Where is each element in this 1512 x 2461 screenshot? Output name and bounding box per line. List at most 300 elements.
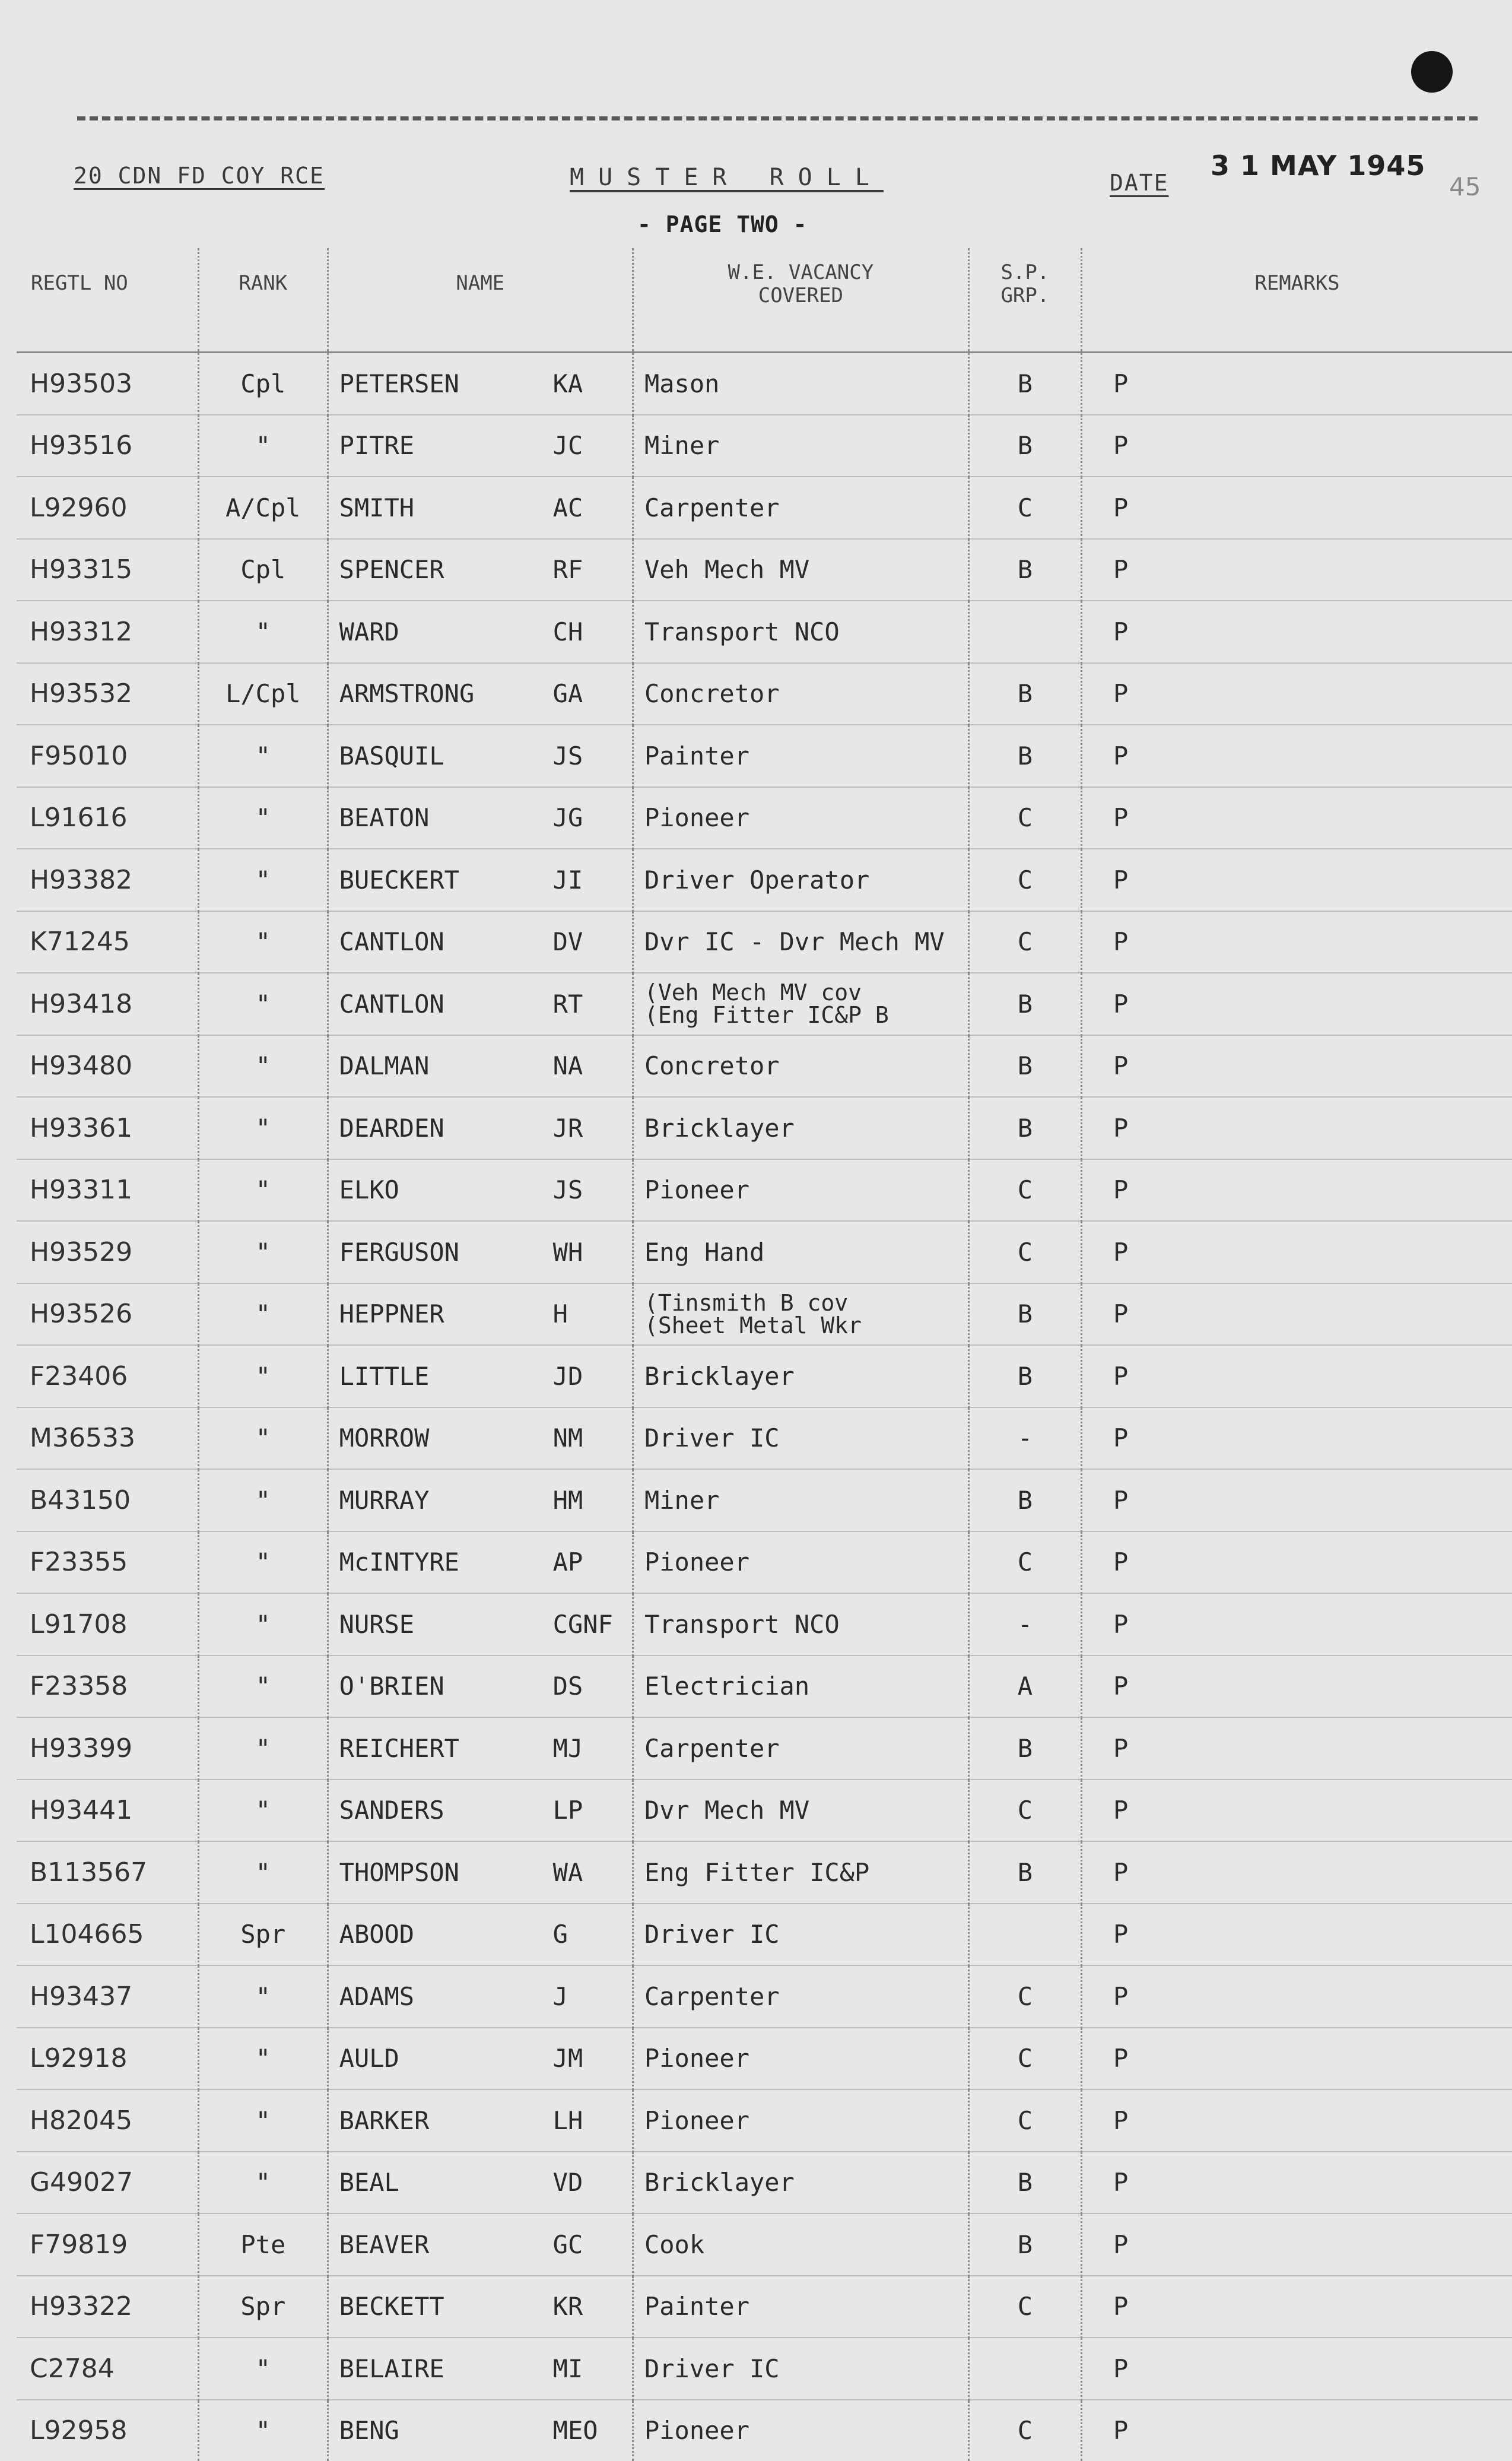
soldier-name xyxy=(328,911,633,973)
sp-group: C xyxy=(968,2089,1081,2152)
remarks: P xyxy=(1082,1904,1512,1966)
surname: NURSE xyxy=(329,1610,553,1639)
initials: DV xyxy=(553,927,583,956)
initials: KR xyxy=(553,2292,583,2321)
table-row xyxy=(17,2213,1512,2276)
remarks: P xyxy=(1082,1531,1512,1594)
initials: CGNF xyxy=(553,1610,613,1639)
initials: H xyxy=(553,1299,568,1328)
soldier-name xyxy=(328,1531,633,1594)
col-regtl-no: REGTL NO xyxy=(17,248,198,353)
initials: RT xyxy=(553,990,583,1019)
table-row xyxy=(17,1593,1512,1656)
sp-group: C xyxy=(968,477,1081,539)
remarks: P xyxy=(1082,477,1512,539)
table-row xyxy=(17,2276,1512,2338)
table-row xyxy=(17,1841,1512,1904)
rank: " xyxy=(198,849,328,911)
table-row xyxy=(17,1345,1512,1407)
sp-group: B xyxy=(968,1035,1081,1098)
regtl-number: L104665 xyxy=(17,1904,198,1966)
sp-group xyxy=(968,1904,1081,1966)
initials: AC xyxy=(553,493,583,522)
vacancy-line2: (Sheet Metal Wkr xyxy=(644,1314,968,1337)
vacancy-covered: Pioneer xyxy=(633,2089,968,2152)
remarks: P xyxy=(1082,539,1512,601)
sp-group: C xyxy=(968,1221,1081,1283)
remarks: P xyxy=(1082,1159,1512,1222)
regtl-number: F23355 xyxy=(17,1531,198,1594)
table-row xyxy=(17,2152,1512,2214)
table-row xyxy=(17,2400,1512,2461)
table-row xyxy=(17,911,1512,973)
rank: " xyxy=(198,1159,328,1222)
initials: LP xyxy=(553,1796,583,1825)
table-row xyxy=(17,2338,1512,2400)
initials: NM xyxy=(553,1423,583,1453)
vacancy-covered: Pioneer xyxy=(633,1531,968,1594)
soldier-name xyxy=(328,1035,633,1098)
surname: SMITH xyxy=(329,493,553,522)
remarks: P xyxy=(1082,2276,1512,2338)
soldier-name xyxy=(328,725,633,787)
rank: L/Cpl xyxy=(198,663,328,725)
sp-group: B xyxy=(968,415,1081,477)
initials: JS xyxy=(553,1175,583,1204)
initials: JD xyxy=(553,1362,583,1391)
remarks: P xyxy=(1082,1407,1512,1470)
rank: " xyxy=(198,1780,328,1842)
soldier-name xyxy=(328,787,633,849)
punch-hole xyxy=(1411,51,1453,93)
remarks: P xyxy=(1082,663,1512,725)
remarks: P xyxy=(1082,2338,1512,2400)
sp-group: C xyxy=(968,1159,1081,1222)
surname: BEAVER xyxy=(329,2230,553,2259)
soldier-name xyxy=(328,849,633,911)
vacancy-covered: Driver Operator xyxy=(633,849,968,911)
vacancy-line1: (Veh Mech MV cov xyxy=(644,981,968,1004)
initials: VD xyxy=(553,2168,583,2197)
soldier-name xyxy=(328,1904,633,1966)
sp-group: C xyxy=(968,2400,1081,2461)
soldier-name xyxy=(328,477,633,539)
remarks: P xyxy=(1082,1841,1512,1904)
soldier-name xyxy=(328,601,633,663)
table-row xyxy=(17,725,1512,787)
table-row xyxy=(17,787,1512,849)
col-grp-line1: S.P. xyxy=(970,261,1081,284)
surname: ADAMS xyxy=(329,1982,553,2011)
initials: MJ xyxy=(553,1734,583,1763)
col-rank: RANK xyxy=(198,248,328,353)
rank: " xyxy=(198,725,328,787)
remarks: P xyxy=(1082,353,1512,415)
sp-group: B xyxy=(968,1717,1081,1780)
table-row xyxy=(17,539,1512,601)
sp-group: C xyxy=(968,2276,1081,2338)
rank: " xyxy=(198,787,328,849)
rank: " xyxy=(198,1593,328,1656)
surname: PITRE xyxy=(329,431,553,460)
remarks: P xyxy=(1082,849,1512,911)
col-grp xyxy=(968,248,1081,353)
document-title: MUSTER ROLL xyxy=(570,164,884,191)
regtl-number: H93437 xyxy=(17,1965,198,2028)
sp-group: B xyxy=(968,973,1081,1035)
sp-group: B xyxy=(968,353,1081,415)
regtl-number: L92918 xyxy=(17,2028,198,2090)
sp-group: B xyxy=(968,725,1081,787)
table-row xyxy=(17,1407,1512,1470)
surname: SPENCER xyxy=(329,555,553,584)
col-name: NAME xyxy=(328,248,633,353)
surname: AULD xyxy=(329,2044,553,2073)
rank: A/Cpl xyxy=(198,477,328,539)
rank: " xyxy=(198,2089,328,2152)
table-row xyxy=(17,477,1512,539)
regtl-number: H93315 xyxy=(17,539,198,601)
soldier-name xyxy=(328,1593,633,1656)
soldier-name xyxy=(328,2400,633,2461)
remarks: P xyxy=(1082,1283,1512,1346)
remarks: P xyxy=(1082,2028,1512,2090)
regtl-number: H93418 xyxy=(17,973,198,1035)
soldier-name xyxy=(328,2338,633,2400)
surname: BARKER xyxy=(329,2106,553,2135)
page-subtitle: - PAGE TWO - xyxy=(637,211,808,237)
sp-group: A xyxy=(968,1656,1081,1718)
surname: LITTLE xyxy=(329,1362,553,1391)
sp-group xyxy=(968,2338,1081,2400)
initials: MEO xyxy=(553,2416,598,2445)
regtl-number: H93441 xyxy=(17,1780,198,1842)
vacancy-covered: Painter xyxy=(633,725,968,787)
initials: G xyxy=(553,1920,568,1949)
table-row xyxy=(17,1283,1512,1346)
table-row xyxy=(17,415,1512,477)
surname: MORROW xyxy=(329,1423,553,1453)
table-row xyxy=(17,1035,1512,1098)
rank: Spr xyxy=(198,2276,328,2338)
soldier-name xyxy=(328,1345,633,1407)
table-row xyxy=(17,1965,1512,2028)
regtl-number: H93311 xyxy=(17,1159,198,1222)
remarks: P xyxy=(1082,1035,1512,1098)
surname: BEAL xyxy=(329,2168,553,2197)
rank: " xyxy=(198,1097,328,1159)
vacancy-covered: Eng Hand xyxy=(633,1221,968,1283)
sp-group xyxy=(968,601,1081,663)
soldier-name xyxy=(328,2213,633,2276)
rank: " xyxy=(198,1283,328,1346)
initials: AP xyxy=(553,1547,583,1577)
regtl-number: H93503 xyxy=(17,353,198,415)
regtl-number: F79819 xyxy=(17,2213,198,2276)
vacancy-covered: Painter xyxy=(633,2276,968,2338)
initials: DS xyxy=(553,1672,583,1701)
table-row xyxy=(17,1531,1512,1594)
vacancy-covered: Pioneer xyxy=(633,2400,968,2461)
sp-group: - xyxy=(968,1407,1081,1470)
regtl-number: G49027 xyxy=(17,2152,198,2214)
sp-group: B xyxy=(968,1345,1081,1407)
vacancy-covered: Driver IC xyxy=(633,1904,968,1966)
vacancy-covered: Concretor xyxy=(633,663,968,725)
vacancy-covered: Driver IC xyxy=(633,1407,968,1470)
rank: " xyxy=(198,1656,328,1718)
vacancy-covered: Bricklayer xyxy=(633,2152,968,2214)
rank: " xyxy=(198,1965,328,2028)
soldier-name xyxy=(328,1221,633,1283)
vacancy-covered: Transport NCO xyxy=(633,601,968,663)
regtl-number: F95010 xyxy=(17,725,198,787)
rank: Cpl xyxy=(198,539,328,601)
rank: " xyxy=(198,2338,328,2400)
vacancy-covered: Pioneer xyxy=(633,2028,968,2090)
soldier-name xyxy=(328,539,633,601)
vacancy-covered: Concretor xyxy=(633,1035,968,1098)
unit-name: 20 CDN FD COY RCE xyxy=(74,163,325,189)
regtl-number: H82045 xyxy=(17,2089,198,2152)
remarks: P xyxy=(1082,973,1512,1035)
muster-table-body xyxy=(17,353,1512,2461)
rank: " xyxy=(198,2400,328,2461)
initials: JC xyxy=(553,431,583,460)
regtl-number: B43150 xyxy=(17,1469,198,1531)
vacancy-covered xyxy=(633,973,968,1035)
regtl-number: H93382 xyxy=(17,849,198,911)
surname: ARMSTRONG xyxy=(329,679,553,708)
initials: LH xyxy=(553,2106,583,2135)
surname: THOMPSON xyxy=(329,1858,553,1887)
surname: REICHERT xyxy=(329,1734,553,1763)
col-vacancy xyxy=(633,248,968,353)
rank: " xyxy=(198,973,328,1035)
initials: HM xyxy=(553,1486,583,1515)
initials: GA xyxy=(553,679,583,708)
regtl-number: H93532 xyxy=(17,663,198,725)
table-row xyxy=(17,601,1512,663)
regtl-number: B113567 xyxy=(17,1841,198,1904)
regtl-number: H93312 xyxy=(17,601,198,663)
initials: GC xyxy=(553,2230,583,2259)
rank: " xyxy=(198,1469,328,1531)
vacancy-covered: Dvr Mech MV xyxy=(633,1780,968,1842)
table-row xyxy=(17,663,1512,725)
vacancy-covered: Miner xyxy=(633,415,968,477)
sp-group: B xyxy=(968,663,1081,725)
vacancy-covered: Veh Mech MV xyxy=(633,539,968,601)
rank: Cpl xyxy=(198,353,328,415)
rank: " xyxy=(198,1035,328,1098)
col-remarks: REMARKS xyxy=(1082,248,1512,353)
soldier-name xyxy=(328,1407,633,1470)
rank: " xyxy=(198,1221,328,1283)
remarks: P xyxy=(1082,1780,1512,1842)
remarks: P xyxy=(1082,1717,1512,1780)
soldier-name xyxy=(328,2089,633,2152)
sp-group: C xyxy=(968,1780,1081,1842)
sp-group: B xyxy=(968,1469,1081,1531)
remarks: P xyxy=(1082,1593,1512,1656)
regtl-number: H93526 xyxy=(17,1283,198,1346)
rank: " xyxy=(198,1345,328,1407)
regtl-number: C2784 xyxy=(17,2338,198,2400)
initials: JM xyxy=(553,2044,583,2073)
table-row xyxy=(17,1904,1512,1966)
initials: JI xyxy=(553,865,583,895)
initials: J xyxy=(553,1982,568,2011)
remarks: P xyxy=(1082,1345,1512,1407)
soldier-name xyxy=(328,1965,633,2028)
regtl-number: L91616 xyxy=(17,787,198,849)
date-label: DATE xyxy=(1110,170,1169,196)
surname: ABOOD xyxy=(329,1920,553,1949)
initials: JR xyxy=(553,1114,583,1143)
sp-group: C xyxy=(968,911,1081,973)
table-row xyxy=(17,1717,1512,1780)
soldier-name xyxy=(328,1159,633,1222)
vacancy-covered: Electrician xyxy=(633,1656,968,1718)
vacancy-covered: Driver IC xyxy=(633,2338,968,2400)
sp-group: B xyxy=(968,1097,1081,1159)
surname: BENG xyxy=(329,2416,553,2445)
surname: McINTYRE xyxy=(329,1547,553,1577)
rank: Spr xyxy=(198,1904,328,1966)
regtl-number: L92958 xyxy=(17,2400,198,2461)
regtl-number: F23358 xyxy=(17,1656,198,1718)
sp-group: C xyxy=(968,1965,1081,2028)
regtl-number: H93322 xyxy=(17,2276,198,2338)
surname: O'BRIEN xyxy=(329,1672,553,1701)
sp-group: C xyxy=(968,2028,1081,2090)
date-stamp: 3 1 MAY 1945 xyxy=(1211,150,1425,182)
surname: HEPPNER xyxy=(329,1299,553,1328)
rank: " xyxy=(198,1531,328,1594)
surname: FERGUSON xyxy=(329,1238,553,1267)
vacancy-covered xyxy=(633,1283,968,1346)
remarks: P xyxy=(1082,1656,1512,1718)
perforation-line xyxy=(77,116,1478,120)
vacancy-covered: Cook xyxy=(633,2213,968,2276)
remarks: P xyxy=(1082,1965,1512,2028)
vacancy-covered: Carpenter xyxy=(633,1965,968,2028)
sp-group: C xyxy=(968,849,1081,911)
surname: BASQUIL xyxy=(329,741,553,770)
table-row xyxy=(17,2089,1512,2152)
soldier-name xyxy=(328,2152,633,2214)
vacancy-covered: Carpenter xyxy=(633,477,968,539)
sp-group: - xyxy=(968,1593,1081,1656)
soldier-name xyxy=(328,1656,633,1718)
vacancy-covered: Miner xyxy=(633,1469,968,1531)
table-row xyxy=(17,1656,1512,1718)
vacancy-covered: Pioneer xyxy=(633,787,968,849)
vacancy-line2: (Eng Fitter IC&P B xyxy=(644,1004,968,1026)
sp-group: B xyxy=(968,1841,1081,1904)
rank: " xyxy=(198,1407,328,1470)
vacancy-covered: Pioneer xyxy=(633,1159,968,1222)
table-row xyxy=(17,1221,1512,1283)
vacancy-covered: Bricklayer xyxy=(633,1345,968,1407)
initials: WA xyxy=(553,1858,583,1887)
vacancy-line1: (Tinsmith B cov xyxy=(644,1292,968,1314)
rank: Pte xyxy=(198,2213,328,2276)
remarks: P xyxy=(1082,1221,1512,1283)
regtl-number: F23406 xyxy=(17,1345,198,1407)
table-row xyxy=(17,353,1512,415)
remarks: P xyxy=(1082,601,1512,663)
soldier-name xyxy=(328,1097,633,1159)
surname: DALMAN xyxy=(329,1051,553,1080)
regtl-number: H93399 xyxy=(17,1717,198,1780)
col-vacancy-line2: COVERED xyxy=(634,284,968,307)
remarks: P xyxy=(1082,2400,1512,2461)
surname: SANDERS xyxy=(329,1796,553,1825)
surname: BELAIRE xyxy=(329,2354,553,2383)
regtl-number: H93516 xyxy=(17,415,198,477)
rank: " xyxy=(198,415,328,477)
rank: " xyxy=(198,1841,328,1904)
soldier-name xyxy=(328,1469,633,1531)
rank: " xyxy=(198,2152,328,2214)
table-row xyxy=(17,1469,1512,1531)
initials: WH xyxy=(553,1238,583,1267)
vacancy-covered: Bricklayer xyxy=(633,1097,968,1159)
surname: CANTLON xyxy=(329,990,553,1019)
remarks: P xyxy=(1082,415,1512,477)
surname: DEARDEN xyxy=(329,1114,553,1143)
soldier-name xyxy=(328,1841,633,1904)
rank: " xyxy=(198,911,328,973)
soldier-name xyxy=(328,415,633,477)
col-grp-line2: GRP. xyxy=(970,284,1081,307)
sp-group: B xyxy=(968,2213,1081,2276)
table-row xyxy=(17,1097,1512,1159)
table-row xyxy=(17,973,1512,1035)
table-header-row xyxy=(17,248,1512,353)
table-row xyxy=(17,849,1512,911)
muster-table xyxy=(17,248,1512,2461)
remarks: P xyxy=(1082,1097,1512,1159)
surname: CANTLON xyxy=(329,927,553,956)
regtl-number: L92960 xyxy=(17,477,198,539)
vacancy-covered: Mason xyxy=(633,353,968,415)
remarks: P xyxy=(1082,2213,1512,2276)
surname: WARD xyxy=(329,617,553,646)
sp-group: C xyxy=(968,787,1081,849)
initials: RF xyxy=(553,555,583,584)
page-number: 45 xyxy=(1449,172,1481,201)
remarks: P xyxy=(1082,2089,1512,2152)
soldier-name xyxy=(328,1283,633,1346)
rank: " xyxy=(198,601,328,663)
initials: CH xyxy=(553,617,583,646)
table-row xyxy=(17,1159,1512,1222)
initials: JG xyxy=(553,803,583,832)
regtl-number: H93361 xyxy=(17,1097,198,1159)
soldier-name xyxy=(328,663,633,725)
remarks: P xyxy=(1082,725,1512,787)
soldier-name xyxy=(328,1717,633,1780)
sp-group: B xyxy=(968,2152,1081,2214)
initials: KA xyxy=(553,369,583,398)
rank: " xyxy=(198,2028,328,2090)
sp-group: B xyxy=(968,1283,1081,1346)
soldier-name xyxy=(328,973,633,1035)
surname: MURRAY xyxy=(329,1486,553,1515)
